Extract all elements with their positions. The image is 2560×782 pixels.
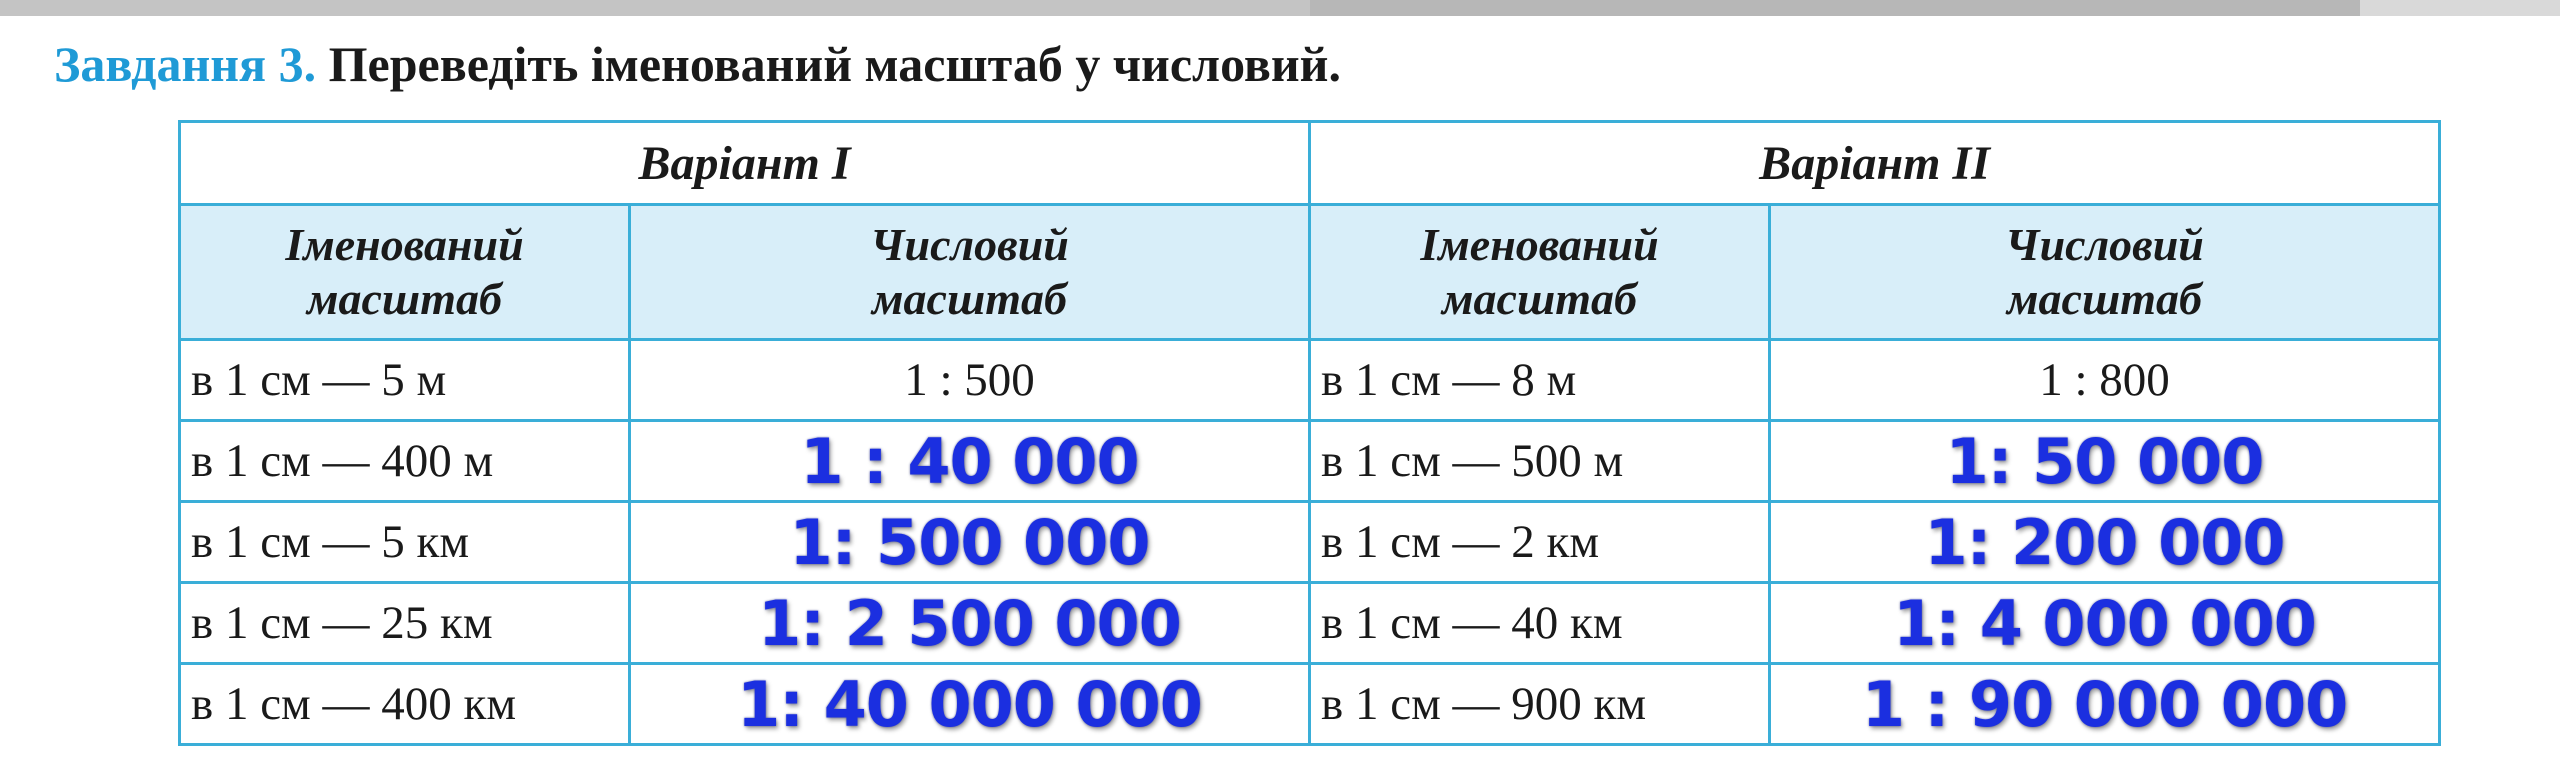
v1-named-cell: в 1 см — 400 км — [180, 664, 630, 745]
v1-named-cell: в 1 см — 400 м — [180, 421, 630, 502]
task-text: Переведіть іменований масштаб у числовий. — [328, 36, 1341, 92]
scales-table — [178, 120, 2441, 746]
v2-named-cell: в 1 см — 500 м — [1310, 421, 1770, 502]
v1-answer-cell: 1 : 40 000 — [630, 421, 1310, 502]
v1-named-cell: в 1 см — 5 км — [180, 502, 630, 583]
v2-answer-cell: 1: 4 000 000 — [1770, 583, 2440, 664]
v2-numeric-header: Числовий масштаб — [1770, 205, 2440, 340]
v2-answer-cell: 1: 200 000 — [1770, 502, 2440, 583]
v2-answer-cell: 1: 50 000 — [1770, 421, 2440, 502]
v1-named-header: Іменований масштаб — [180, 205, 630, 340]
v1-answer-cell: 1: 500 000 — [630, 502, 1310, 583]
v1-named-cell: в 1 см — 5 м — [180, 340, 630, 421]
v2-named-cell: в 1 см — 40 км — [1310, 583, 1770, 664]
v2-named-cell: в 1 см — 8 м — [1310, 340, 1770, 421]
top-bar-segment — [2360, 0, 2560, 16]
v2-numeric-cell: 1 : 800 — [1770, 340, 2440, 421]
v2-named-cell: в 1 см — 900 км — [1310, 664, 1770, 745]
v1-numeric-header: Числовий масштаб — [630, 205, 1310, 340]
v1-answer-cell: 1: 40 000 000 — [630, 664, 1310, 745]
v2-named-header: Іменований масштаб — [1310, 205, 1770, 340]
top-bar-segment — [0, 0, 1310, 16]
variant-2-header: Варіант II — [1310, 122, 2440, 205]
v2-named-cell: в 1 см — 2 км — [1310, 502, 1770, 583]
table-row — [180, 502, 2440, 583]
top-bar-segment — [1310, 0, 2360, 16]
table-row — [180, 340, 2440, 421]
variant-header-row — [180, 122, 2440, 205]
v1-named-cell: в 1 см — 25 км — [180, 583, 630, 664]
table-row — [180, 664, 2440, 745]
v1-numeric-cell: 1 : 500 — [630, 340, 1310, 421]
task-label: Завдання 3. — [54, 36, 317, 92]
table-row — [180, 583, 2440, 664]
table-row — [180, 421, 2440, 502]
column-header-row — [180, 205, 2440, 340]
variant-1-header: Варіант I — [180, 122, 1310, 205]
top-bar — [0, 0, 2560, 16]
v2-answer-cell: 1 : 90 000 000 — [1770, 664, 2440, 745]
v1-answer-cell: 1: 2 500 000 — [630, 583, 1310, 664]
task-heading — [54, 32, 1341, 96]
